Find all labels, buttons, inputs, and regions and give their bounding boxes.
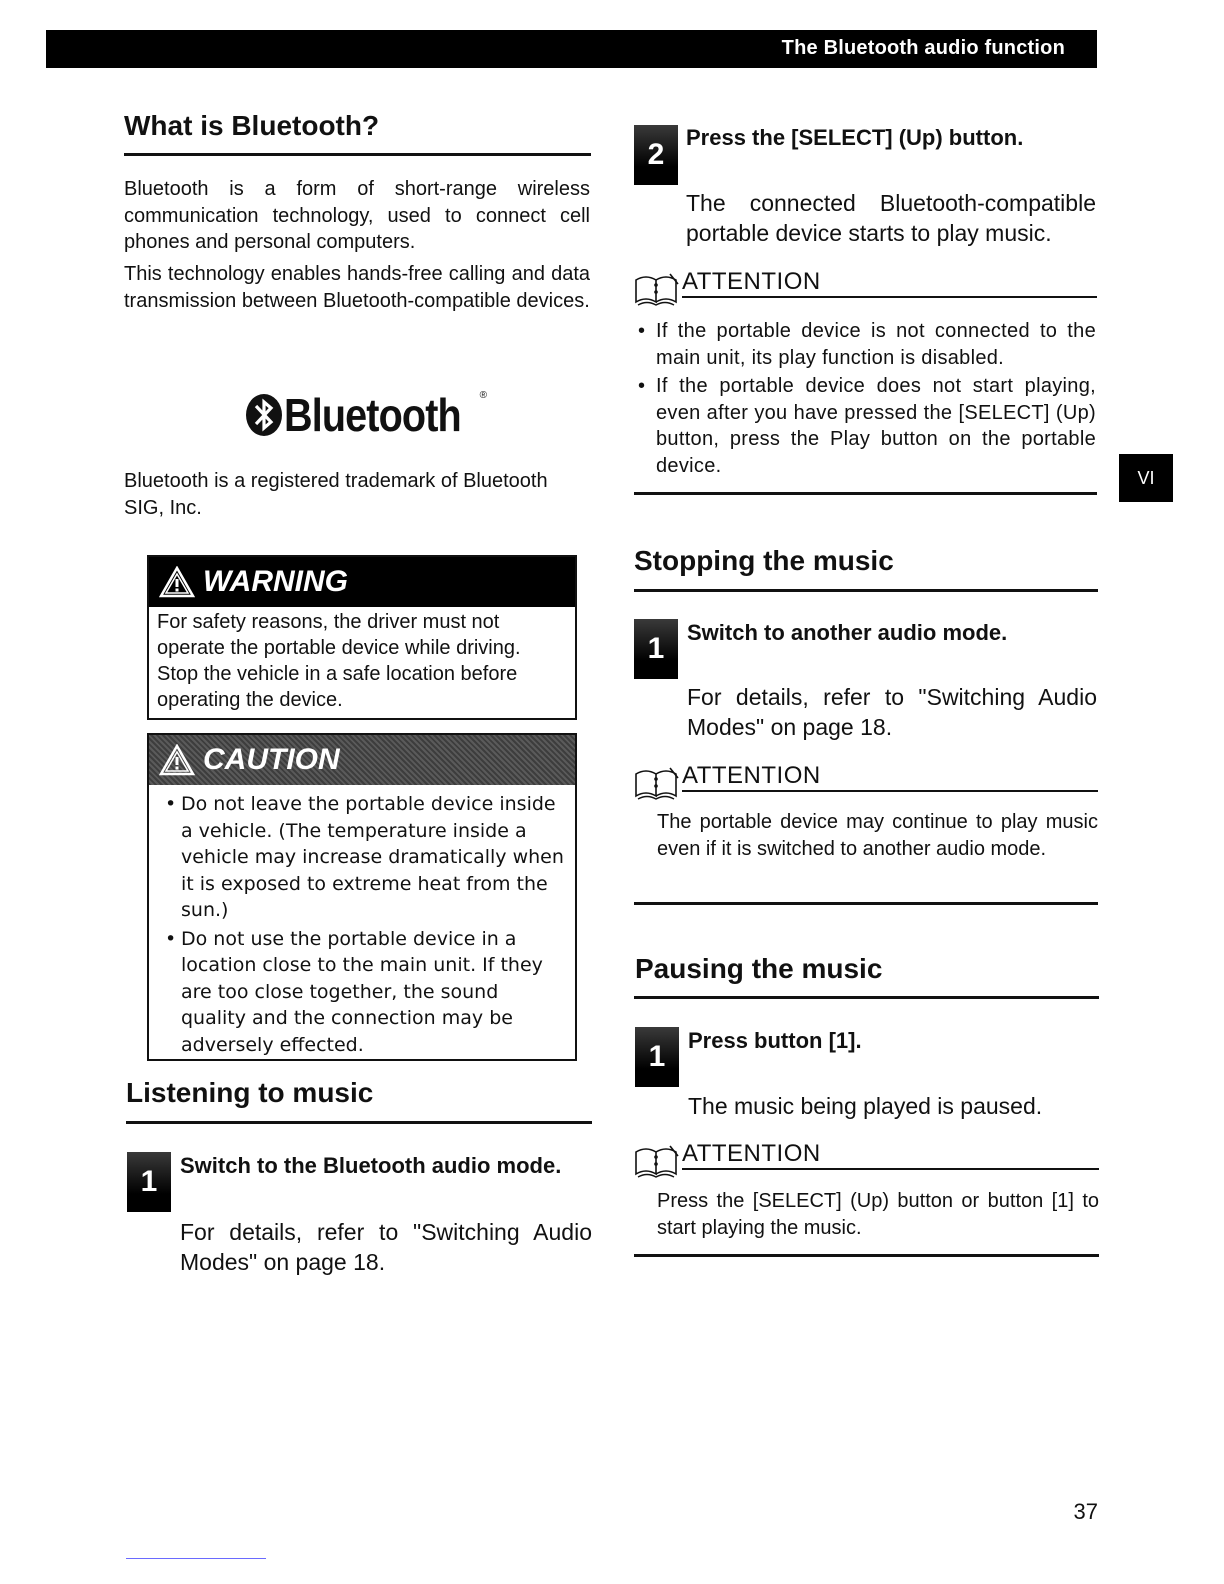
bluetooth-wordmark: Bluetooth — [284, 389, 461, 441]
step-title: Switch to another audio mode. — [687, 620, 1008, 645]
warning-triangle-icon — [159, 566, 195, 598]
what-is-paragraph-1: Bluetooth is a form of short-range wireless communication technology, used to connect cell phones and personal computers. — [124, 178, 590, 253]
step-title: Press the [SELECT] (Up) button. — [686, 125, 1024, 150]
warning-text: For safety reasons, the driver must not operate the portable device while driving. Stop the vehicle in a safe location before operating the device. — [157, 611, 521, 711]
step-number: 1 — [635, 1027, 679, 1087]
attention-header — [634, 764, 1098, 804]
header-title: The Bluetooth audio function — [781, 37, 1065, 59]
attention-text: Press the [SELECT] (Up) button or button [1] to start playing the music. — [657, 1190, 1099, 1239]
caution-header — [149, 735, 575, 785]
page-number: 37 — [1073, 1499, 1098, 1524]
caution-label: CAUTION — [203, 743, 340, 776]
header-bar — [46, 30, 1097, 68]
caution-list — [157, 791, 567, 1058]
step-title: Switch to the Bluetooth audio mode. — [180, 1153, 562, 1178]
step-text: For details, refer to "Switching Audio Modes" on page 18. — [180, 1219, 592, 1275]
section-rule — [126, 1121, 592, 1124]
step-text: The connected Bluetooth-compatible portable device starts to play music. — [686, 190, 1096, 246]
attention-item: • If the portable device is not connected to the main unit, its play function is disabled. — [634, 318, 1096, 371]
section-title-what-is: What is Bluetooth? — [124, 110, 380, 141]
attention-label: ATTENTION — [682, 762, 821, 789]
attention-label: ATTENTION — [682, 1140, 821, 1167]
trademark-note: Bluetooth is a registered trademark of Bluetooth SIG, Inc. — [124, 470, 548, 519]
book-pointer-icon — [634, 1144, 680, 1180]
caution-box — [147, 733, 577, 1061]
attention-list — [634, 318, 1096, 479]
attention-end-rule — [634, 1254, 1099, 1257]
caution-item: • Do not use the portable device in a location close to the main unit. If they are too close together, the sound quality and the connection may be adversely effected. — [157, 926, 567, 1059]
section-title-pausing: Pausing the music — [635, 953, 883, 984]
attention-end-rule — [634, 902, 1098, 905]
bluetooth-icon — [244, 393, 284, 437]
warning-box — [147, 555, 577, 720]
section-title-stopping: Stopping the music — [634, 545, 894, 576]
caution-item: • Do not leave the portable device inside a vehicle. (The temperature inside a vehicle may increase dramatically when it is exposed to extreme heat from the sun.) — [157, 791, 567, 924]
attention-label: ATTENTION — [682, 268, 821, 295]
warning-label: WARNING — [203, 565, 348, 598]
attention-header — [634, 270, 1097, 310]
book-pointer-icon — [634, 766, 680, 802]
step-number: 1 — [127, 1152, 171, 1212]
chapter-tab: VI — [1119, 454, 1173, 502]
section-rule — [124, 153, 591, 156]
attention-end-rule — [634, 492, 1097, 495]
step-number: 2 — [634, 125, 678, 185]
step-title: Press button [1]. — [688, 1028, 862, 1053]
section-title-listening: Listening to music — [126, 1077, 374, 1108]
section-rule — [634, 996, 1099, 999]
warning-header — [149, 557, 575, 607]
step-text: For details, refer to "Switching Audio Modes" on page 18. — [687, 684, 1097, 740]
step-number: 1 — [634, 619, 678, 679]
bluetooth-logo — [244, 388, 497, 442]
step-text: The music being played is paused. — [688, 1093, 1043, 1119]
section-rule — [634, 589, 1098, 592]
attention-item: • If the portable device does not start playing, even after you have pressed the [SELECT] (Up) button, press the Play button on the portable device. — [634, 373, 1096, 479]
attention-text: The portable device may continue to play music even if it is switched to another audio mode. — [657, 811, 1098, 860]
registered-mark: ® — [479, 389, 487, 401]
what-is-paragraph-2: This technology enables hands-free calling and data transmission between Bluetooth-compatible devices. — [124, 263, 590, 312]
caution-triangle-icon — [159, 744, 195, 776]
footer-line — [126, 1558, 266, 1559]
book-pointer-icon — [634, 272, 680, 308]
attention-header — [634, 1142, 1099, 1182]
